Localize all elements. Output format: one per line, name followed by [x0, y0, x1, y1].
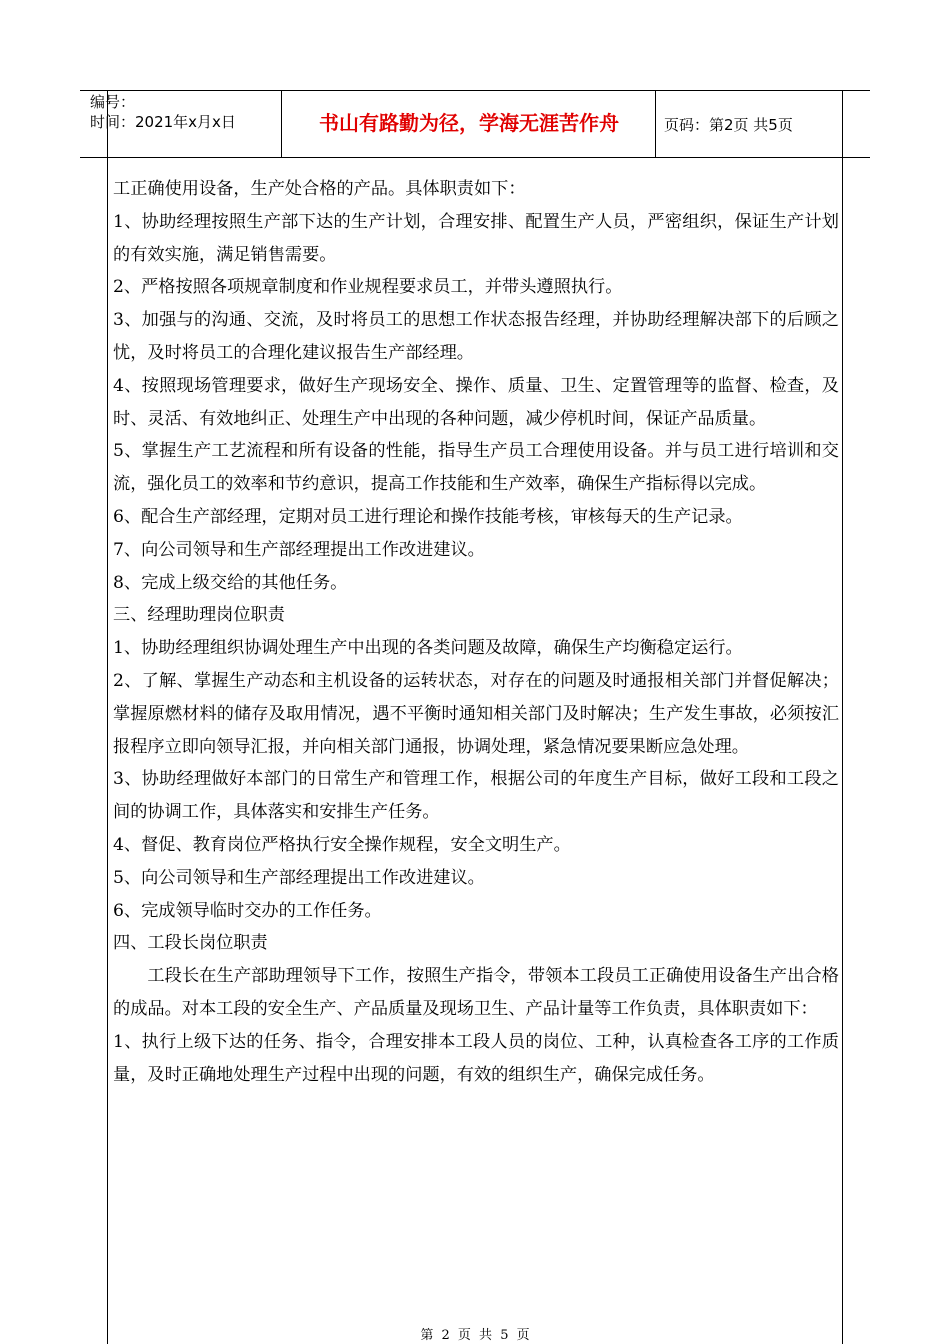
- left-border: [107, 90, 108, 1344]
- paragraph: 7、向公司领导和生产部经理提出工作改进建议。: [113, 539, 485, 560]
- paragraph: 4、按照现场管理要求，做好生产现场安全、操作、质量、卫生、定置管理等的监督、检查，及时、灵活、有效地纠正、处理生产中出现的各种问题，减少停机时间，保证产品质量。: [113, 375, 839, 429]
- page-footer: 第 2 页 共 5 页: [420, 1328, 530, 1343]
- section-heading: 四、工段长岗位职责: [113, 933, 268, 954]
- header-motto: 书山有路勤为径，学海无涯苦作舟: [319, 111, 619, 135]
- paragraph: 工段长在生产部助理领导下工作，按照生产指令，带领本工段员工正确使用设备生产出合格的成品。对本工段的安全生产、产品质量及现场卫生、产品计量等工作负责，具体职责如下：: [113, 966, 839, 1019]
- paragraph: 工正确使用设备，生产处合格的产品。具体职责如下：: [113, 179, 526, 199]
- paragraph: 2、了解、掌握生产动态和主机设备的运转状态，对存在的问题及时通报相关部门并督促解决；掌握原燃材料的储存及取用情况，遇不平衡时通知相关部门及时解决；生产发生事故，必须按汇报程序立即向领导汇报，并向相关部门通报，协调处理，紧急情况要果断应急处理。: [113, 670, 839, 757]
- document-number-label: 编号：: [90, 93, 136, 111]
- paragraph: 1、协助经理按照生产部下达的生产计划，合理安排、配置生产人员，严密组织，保证生产计划的有效实施，满足销售需要。: [113, 211, 839, 265]
- section-heading: 三、经理助理岗位职责: [113, 605, 285, 626]
- paragraph: 5、掌握生产工艺流程和所有设备的性能，指导生产员工合理使用设备。并与员工进行培训和交流，强化员工的效率和节约意识，提高工作技能和生产效率，确保生产指标得以完成。: [113, 441, 839, 495]
- paragraph: 4、督促、教育岗位严格执行安全操作规程，安全文明生产。: [113, 834, 571, 855]
- header-bottom-border: [80, 157, 870, 158]
- paragraph: 2、严格按照各项规章制度和作业规程要求员工，并带头遵照执行。: [113, 277, 623, 298]
- header-top-border: [80, 90, 870, 91]
- header-page-info: 页码：第2页 共5页: [664, 116, 793, 134]
- document-body: [113, 173, 839, 1091]
- paragraph: 1、执行上级下达的任务、指令，合理安排本工段人员的岗位、工种，认真检查各工序的工作质量，及时正确地处理生产过程中出现的问题，有效的组织生产，确保完成任务。: [113, 1031, 839, 1085]
- paragraph: 6、完成领导临时交办的工作任务。: [113, 900, 382, 921]
- header-meta: [90, 92, 236, 132]
- paragraph: 5、向公司领导和生产部经理提出工作改进建议。: [113, 867, 485, 888]
- paragraph: 8、完成上级交给的其他任务。: [113, 572, 348, 593]
- paragraph: 6、配合生产部经理，定期对员工进行理论和操作技能考核，审核每天的生产记录。: [113, 506, 743, 527]
- document-time: 时间：2021年x月x日: [90, 113, 236, 131]
- paragraph: 1、协助经理组织协调处理生产中出现的各类问题及故障，确保生产均衡稳定运行。: [113, 638, 743, 659]
- header-divider-1: [281, 90, 282, 157]
- paragraph: 3、加强与的沟通、交流，及时将员工的思想工作状态报告经理，并协助经理解决部下的后顾之忧，及时将员工的合理化建议报告生产部经理。: [113, 310, 839, 363]
- header-divider-2: [655, 90, 656, 157]
- right-border: [842, 90, 843, 1344]
- paragraph: 3、协助经理做好本部门的日常生产和管理工作，根据公司的年度生产目标，做好工段和工段之间的协调工作，具体落实和安排生产任务。: [113, 769, 839, 823]
